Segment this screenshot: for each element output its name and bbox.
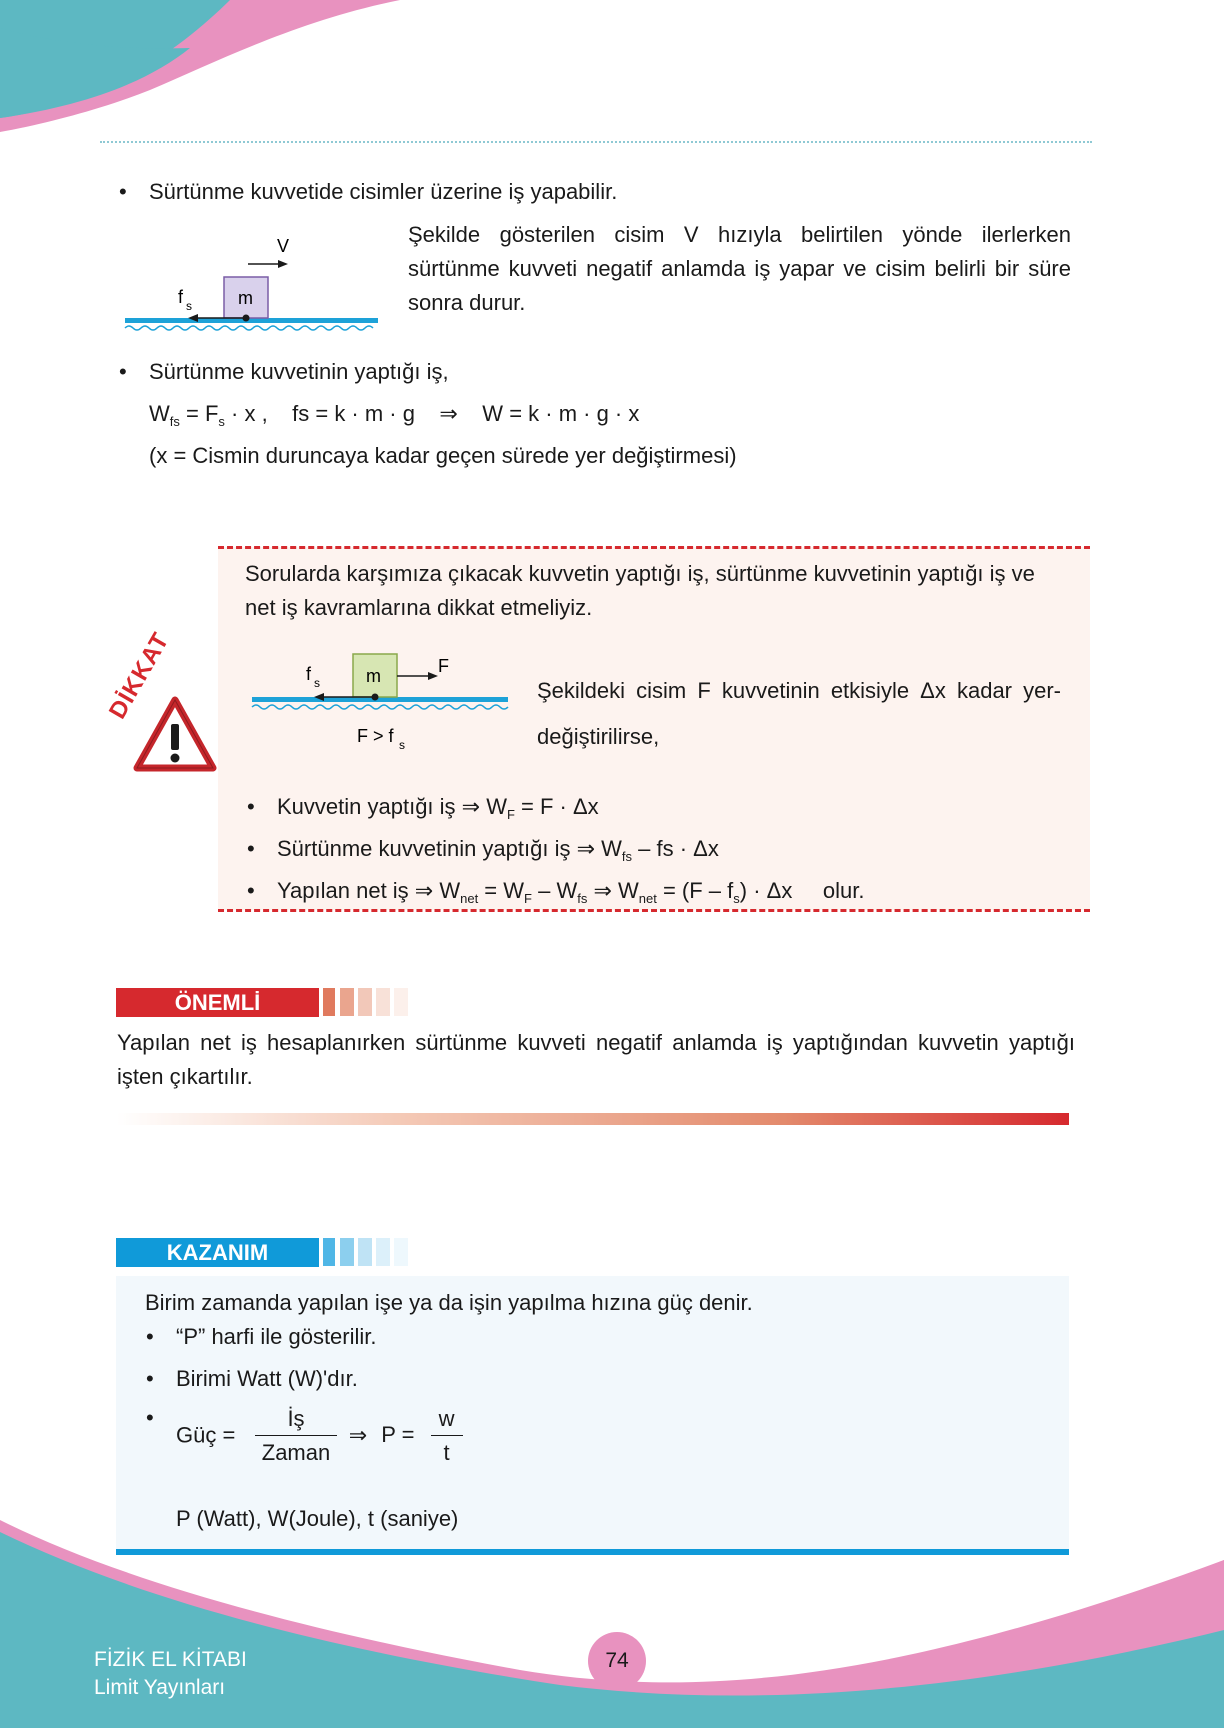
friction-sub: s [186, 299, 192, 313]
work-formula: $W_{fs} = F_s \cdot x$ , fs = k · m · g ⇒ W = k · m · g · x [149, 401, 640, 429]
top-dotted-rule [100, 141, 1092, 143]
onemli-tag: ÖNEMLİ [174, 990, 261, 1015]
friction-description: Şekilde gösterilen cisim V hızıyla belirtilen yönde ilerlerken sürtünme kuvveti negatif anlamda iş yapar ve cisim belirli bir süre sonra durur. [408, 222, 1071, 315]
dikkat-top-border [218, 546, 1090, 549]
dikkat-item-net-work: • Yapılan net iş ⇒ $W_{net} = W_F - W_{fs}$ ⇒ $W_{net} = (F - f_s) \cdot \Delta x$ olur. [277, 874, 1077, 916]
top-decoration [0, 0, 1224, 150]
kazanim-bullet-unit: • Birimi Watt (W)'dır. [176, 1362, 1036, 1396]
power-formula: • Güç = $\frac{İş}{\text{Zaman}}$ ⇒ P = $\frac{w}{t}$ [176, 1405, 776, 1468]
kazanim-units: P (Watt), W(Joule), t (saniye) [176, 1506, 459, 1531]
dikkat-badge: DİKKAT [104, 627, 175, 724]
svg-text:F > f: F > f [357, 726, 394, 746]
bullet-friction-work-formula: • Sürtünme kuvvetinin yaptığı iş, [149, 355, 1049, 389]
power-fraction-symbolic: $\frac{w}{t}$ [431, 1405, 463, 1468]
friction-label: f [178, 287, 184, 307]
dikkat-item-friction-work: • Sürtünme kuvvetinin yaptığı iş ⇒ $W_{fs}$ – fs · Δx [277, 832, 1057, 874]
svg-text:s: s [314, 676, 320, 690]
velocity-label: V [277, 236, 290, 256]
kazanim-intro: Birim zamanda yapılan işe ya da işin yapılma hızına güç denir. [145, 1290, 753, 1315]
kazanim-bullet-symbol: • “P” harfi ile gösterilir. [176, 1320, 1036, 1354]
onemli-gradient-rule [117, 1113, 1069, 1125]
dikkat-intro: Sorularda karşımıza çıkacak kuvvetin yaptığı iş, sürtünme kuvvetinin yaptığı iş ve net iş kavramlarına dikkat etmeliyiz. [245, 561, 1035, 620]
svg-text:s: s [399, 738, 405, 752]
footer-book-title: FİZİK EL KİTABI [94, 1648, 247, 1671]
footer-publisher: Limit Yayınları [94, 1676, 226, 1699]
kazanim-tag: KAZANIM [166, 1240, 269, 1265]
svg-text:m: m [366, 666, 381, 686]
page-number: 74 [605, 1649, 629, 1672]
page-number-badge [588, 1632, 646, 1690]
friction-figure-1 [120, 230, 390, 340]
svg-text:F: F [438, 656, 449, 676]
onemli-text: Yapılan net iş hesaplanırken sürtünme kuvveti negatif anlamda iş yaptığından kuvvetin yaptığı işten çıkartılır. [117, 1030, 1075, 1089]
dikkat-item-force-work: • Kuvvetin yaptığı iş ⇒ $W_F = F \cdot \Delta x$ [277, 790, 1057, 832]
power-fraction: $\frac{İş}{\text{Zaman}}$ [255, 1405, 336, 1468]
friction-figure-2 [250, 650, 520, 760]
bullet-friction-work: • Sürtünme kuvvetide cisimler üzerine iş yapabilir. [149, 175, 1049, 209]
displacement-note: (x = Cismin duruncaya kadar geçen sürede yer değiştirmesi) [149, 443, 737, 468]
mass-label: m [238, 288, 253, 308]
dikkat-description: Şekildeki cisim F kuvvetinin etkisiyle Δx kadar yer-değiştirilirse, [537, 678, 1061, 749]
svg-text:f: f [306, 664, 312, 684]
